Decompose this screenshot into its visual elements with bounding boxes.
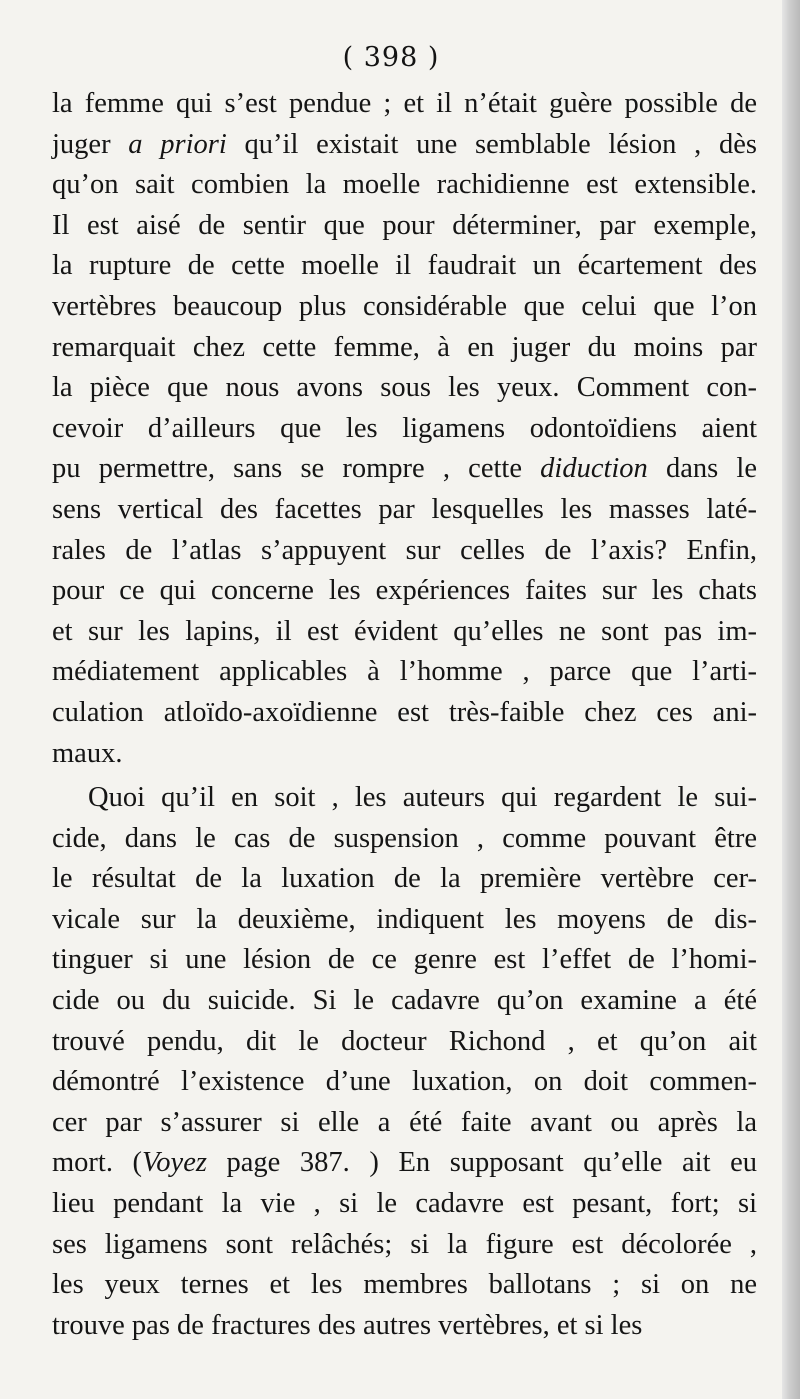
text-line	[52, 1022, 757, 1063]
text-line	[52, 368, 757, 409]
text-segment: cide ou du suicide. Si le cadavre qu’on examine a été	[52, 985, 757, 1017]
text-line	[52, 125, 757, 166]
text-line	[52, 1265, 757, 1306]
text-segment: la femme qui s’est pendue ; et il n’était guère possible de	[52, 88, 757, 119]
text-segment: le résultat de la luxation de la première vertèbre cer-	[52, 863, 757, 895]
text-line	[52, 409, 757, 450]
text-segment: culation atloïdo-axoïdienne est très-faible chez ces ani-	[52, 696, 757, 728]
text-line	[52, 246, 757, 287]
italic-text: diduction	[540, 453, 648, 485]
text-line	[52, 1103, 757, 1144]
text-line	[52, 819, 757, 860]
text-segment: pour ce qui concerne les expériences faites sur les chats	[52, 575, 757, 607]
text-segment: tinguer si une lésion de ce genre est l’effet de l’homi-	[52, 944, 757, 976]
body-text	[52, 84, 757, 1346]
text-line	[52, 652, 757, 693]
text-line	[52, 778, 757, 819]
text-segment: page 387. ) En supposant qu’elle ait eu	[206, 1147, 757, 1179]
text-segment: remarquait chez cette femme, à en juger du moins par	[52, 331, 757, 363]
text-segment: la rupture de cette moelle il faudrait un écartement des	[52, 250, 757, 282]
text-segment: cide, dans le cas de suspension , comme pouvant être	[52, 822, 757, 854]
italic-text: a priori	[128, 128, 227, 160]
text-line	[52, 1143, 757, 1184]
text-segment: trouve pas de fractures des autres vertèbres, et si les	[52, 1309, 643, 1341]
text-segment: démontré l’existence d’une luxation, on doit commen-	[52, 1066, 757, 1098]
text-line	[52, 1184, 757, 1225]
italic-text: Voyez	[142, 1147, 207, 1179]
text-line	[52, 940, 757, 981]
text-segment: les yeux ternes et les membres ballotans ; si on ne	[52, 1269, 757, 1301]
text-segment: la pièce que nous avons sous les yeux. Comment con-	[52, 372, 757, 404]
text-segment: trouvé pendu, dit le docteur Richond , et qu’on ait	[52, 1025, 757, 1057]
text-line	[52, 981, 757, 1022]
text-segment: et sur les lapins, il est évident qu’elles ne sont pas im-	[52, 615, 757, 647]
text-line	[52, 287, 757, 328]
text-line	[52, 531, 757, 572]
text-line	[52, 612, 757, 653]
text-segment: maux.	[52, 737, 123, 769]
text-line	[52, 734, 757, 775]
page-number: ( 398 )	[342, 42, 440, 73]
text-segment: lieu pendant la vie , si le cadavre est pesant, fort; si	[52, 1188, 757, 1220]
text-line	[52, 328, 757, 369]
text-segment: sens vertical des facettes par lesquelles les masses laté-	[52, 493, 757, 525]
text-segment: médiatement applicables à l’homme , parce que l’arti-	[52, 656, 757, 688]
text-line	[52, 859, 757, 900]
text-segment: vicale sur la deuxième, indiquent les moyens de dis-	[52, 903, 757, 935]
text-line	[52, 1225, 757, 1266]
text-segment: cevoir d’ailleurs que les ligamens odontoïdiens aient	[52, 412, 757, 444]
text-line	[52, 84, 757, 125]
text-line	[52, 900, 757, 941]
text-segment: dans le	[647, 453, 757, 485]
text-line	[52, 571, 757, 612]
text-line	[52, 490, 757, 531]
text-segment: juger	[52, 128, 129, 160]
page-edge	[782, 0, 800, 1399]
text-line	[52, 165, 757, 206]
text-segment: mort. (	[52, 1147, 143, 1179]
text-segment: vertèbres beaucoup plus considérable que celui que l’on	[52, 290, 757, 322]
text-segment: rales de l’atlas s’appuyent sur celles de l’axis? Enfin,	[52, 534, 757, 566]
text-segment: Il est aisé de sentir que pour déterminer, par exemple,	[52, 209, 757, 241]
text-line	[52, 1062, 757, 1103]
text-segment: ses ligamens sont relâchés; si la figure est décolorée ,	[52, 1228, 757, 1260]
text-line	[52, 206, 757, 247]
text-line	[52, 449, 757, 490]
text-segment: cer par s’assurer si elle a été faite avant ou après la	[52, 1106, 757, 1138]
text-segment: Quoi qu’il en soit , les auteurs qui regardent le sui-	[88, 782, 757, 814]
text-segment: qu’il existait une semblable lésion , dès	[226, 128, 757, 160]
text-line	[52, 693, 757, 734]
text-line	[52, 1306, 757, 1347]
text-segment: pu permettre, sans se rompre , cette	[52, 453, 541, 485]
text-segment: qu’on sait combien la moelle rachidienne est extensible.	[52, 169, 757, 201]
